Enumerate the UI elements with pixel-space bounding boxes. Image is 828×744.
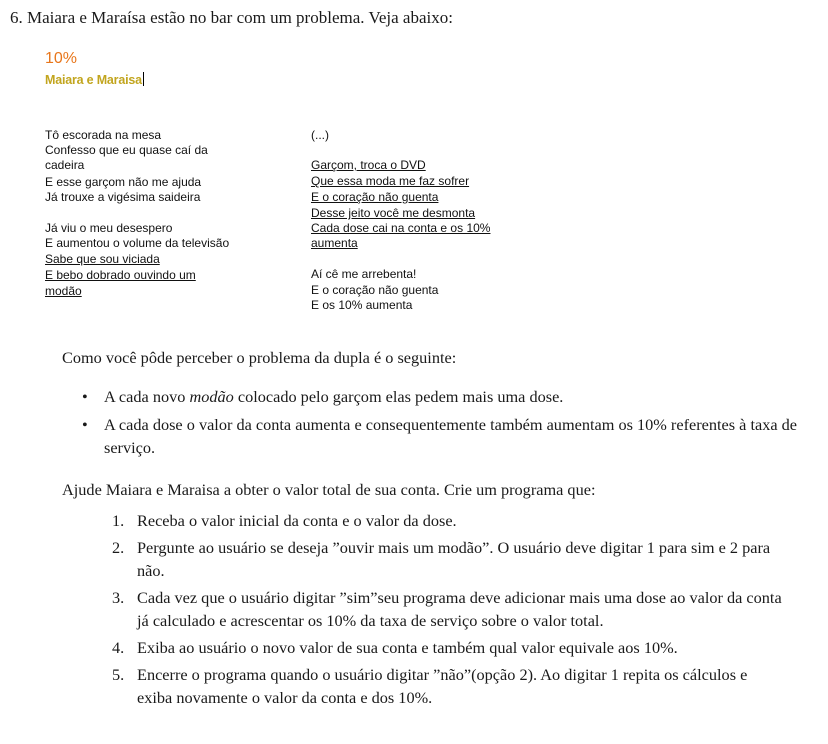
lyric-line: modão bbox=[45, 284, 82, 298]
list-item bbox=[112, 636, 782, 659]
step-text: Exiba ao usuário o novo valor de sua conta e também qual valor equivale aos 10%. bbox=[137, 638, 678, 657]
bullet-1-suffix: colocado pelo garçom elas pedem mais uma dose. bbox=[233, 387, 564, 406]
song-title: 10% bbox=[45, 50, 78, 67]
bullet-2-text: A cada dose o valor da conta aumenta e consequentemente também aumentam os 10% referentes à taxa de serviço. bbox=[104, 415, 798, 457]
question-text: Maiara e Maraísa estão no bar com um problema. Veja abaixo: bbox=[27, 8, 453, 27]
problem-list bbox=[82, 385, 802, 464]
lyric-line: Já viu o meu desespero bbox=[45, 221, 173, 235]
intro-paragraph: Como você pôde perceber o problema da dupla é o seguinte: bbox=[62, 348, 457, 367]
list-item bbox=[82, 385, 802, 408]
lyric-line: E o coração não guenta bbox=[311, 190, 439, 204]
lyric-line: E bebo dobrado ouvindo um bbox=[45, 268, 196, 282]
step-number: 5. bbox=[112, 665, 125, 684]
step-text: Encerre o programa quando o usuário digitar ”não”(opção 2). Ao digitar 1 repita os cálculos e exiba novamente o valor da conta e dos 10%. bbox=[137, 665, 748, 707]
lyric-line: cadeira bbox=[45, 158, 85, 172]
song-artist-text: Maiara e Maraisa bbox=[45, 73, 142, 87]
step-text: Pergunte ao usuário se deseja ”ouvir mais um modão”. O usuário deve digitar 1 para sim e 2 para não. bbox=[137, 538, 771, 580]
lyric-line: Cada dose cai na conta e os 10% bbox=[311, 221, 491, 235]
text-cursor bbox=[143, 72, 144, 86]
list-item bbox=[112, 586, 782, 632]
lyric-line: (...) bbox=[311, 128, 329, 142]
lyric-line: Aí cê me arrebenta! bbox=[311, 267, 417, 281]
list-item bbox=[82, 413, 802, 459]
task-paragraph: Ajude Maiara e Maraisa a obter o valor total de sua conta. Crie um programa que: bbox=[62, 480, 596, 499]
lyric-line: E os 10% aumenta bbox=[311, 298, 413, 312]
lyric-line: Garçom, troca o DVD bbox=[311, 158, 426, 172]
lyric-line: Tô escorada na mesa bbox=[45, 128, 162, 142]
song-artist bbox=[45, 72, 144, 87]
lyric-line: E o coração não guenta bbox=[311, 283, 439, 297]
lyric-line: Já trouxe a vigésima saideira bbox=[45, 190, 201, 204]
lyric-line: Confesso que eu quase caí da bbox=[45, 143, 208, 157]
question-heading bbox=[10, 8, 453, 28]
step-text: Cada vez que o usuário digitar ”sim”seu programa deve adicionar mais uma dose ao valor da conta já calculado e acrescentar os 10% da taxa de serviço sobre o valor total. bbox=[137, 588, 782, 630]
lyric-line: Desse jeito você me desmonta bbox=[311, 206, 476, 220]
list-item bbox=[112, 509, 782, 532]
lyric-line: E esse garçom não me ajuda bbox=[45, 175, 202, 189]
step-number: 4. bbox=[112, 638, 125, 657]
bullet-1-emphasis: modão bbox=[189, 387, 234, 406]
list-item bbox=[112, 663, 782, 709]
question-number: 6. bbox=[10, 8, 23, 27]
step-number: 1. bbox=[112, 511, 125, 530]
step-text: Receba o valor inicial da conta e o valor da dose. bbox=[137, 511, 457, 530]
lyric-line: Que essa moda me faz sofrer bbox=[311, 174, 470, 188]
lyric-line: Sabe que sou viciada bbox=[45, 252, 160, 266]
step-number: 2. bbox=[112, 538, 125, 557]
steps-list bbox=[112, 509, 782, 713]
lyric-line: E aumentou o volume da televisão bbox=[45, 236, 230, 250]
list-item bbox=[112, 536, 782, 582]
lyric-line: aumenta bbox=[311, 236, 358, 250]
bullet-1-prefix: A cada novo bbox=[104, 387, 190, 406]
step-number: 3. bbox=[112, 588, 125, 607]
